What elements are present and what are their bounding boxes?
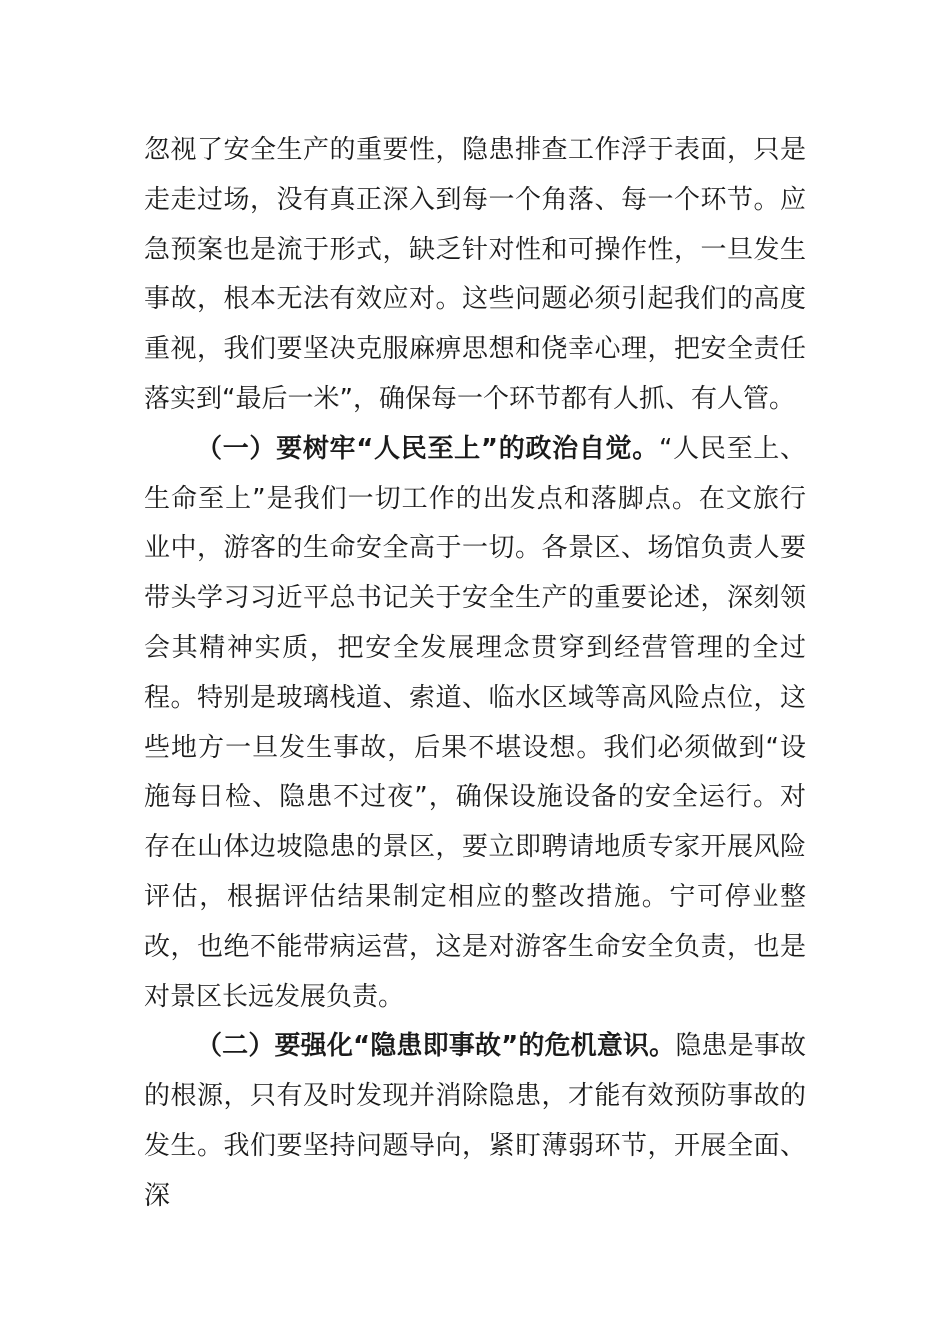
section-2-text: 隐患是事故的根源，只有及时发现并消除隐患，才能有效预防事故的发生。我们要坚持问题导向，紧盯薄弱环节，开展全面、深 — [144, 1031, 806, 1211]
section-1-heading: （一）要树牢“人民至上”的政治自觉。 — [196, 433, 659, 464]
paragraph-intro — [144, 126, 806, 425]
paragraph-section-2 — [144, 1022, 806, 1221]
paragraph-section-1 — [144, 425, 806, 1023]
document-body — [144, 126, 806, 1222]
paragraph-intro-text: 忽视了安全生产的重要性，隐患排查工作浮于表面，只是走走过场，没有真正深入到每一个角落、每一个环节。应急预案也是流于形式，缺乏针对性和可操作性，一旦发生事故，根本无法有效应对。这些问题必须引起我们的高度重视，我们要坚决克服麻痹思想和侥幸心理，把安全责任落实到“最后一米”，确保每一个环节都有人抓、有人管。 — [144, 135, 806, 414]
section-1-text: “人民至上、生命至上”是我们一切工作的出发点和落脚点。在文旅行业中，游客的生命安全高于一切。各景区、场馆负责人要带头学习习近平总书记关于安全生产的重要论述，深刻领会其精神实质，把安全发展理念贯穿到经营管理的全过程。特别是玻璃栈道、索道、临水区域等高风险点位，这些地方一旦发生事故，后果不堪设想。我们必须做到“设施每日检、隐患不过夜”，确保设施设备的安全运行。对存在山体边坡隐患的景区，要立即聘请地质专家开展风险评估，根据评估结果制定相应的整改措施。宁可停业整改，也绝不能带病运营，这是对游客生命安全负责，也是对景区长远发展负责。 — [144, 433, 806, 1012]
section-2-heading: （二）要强化“隐患即事故”的危机意识。 — [196, 1031, 676, 1062]
